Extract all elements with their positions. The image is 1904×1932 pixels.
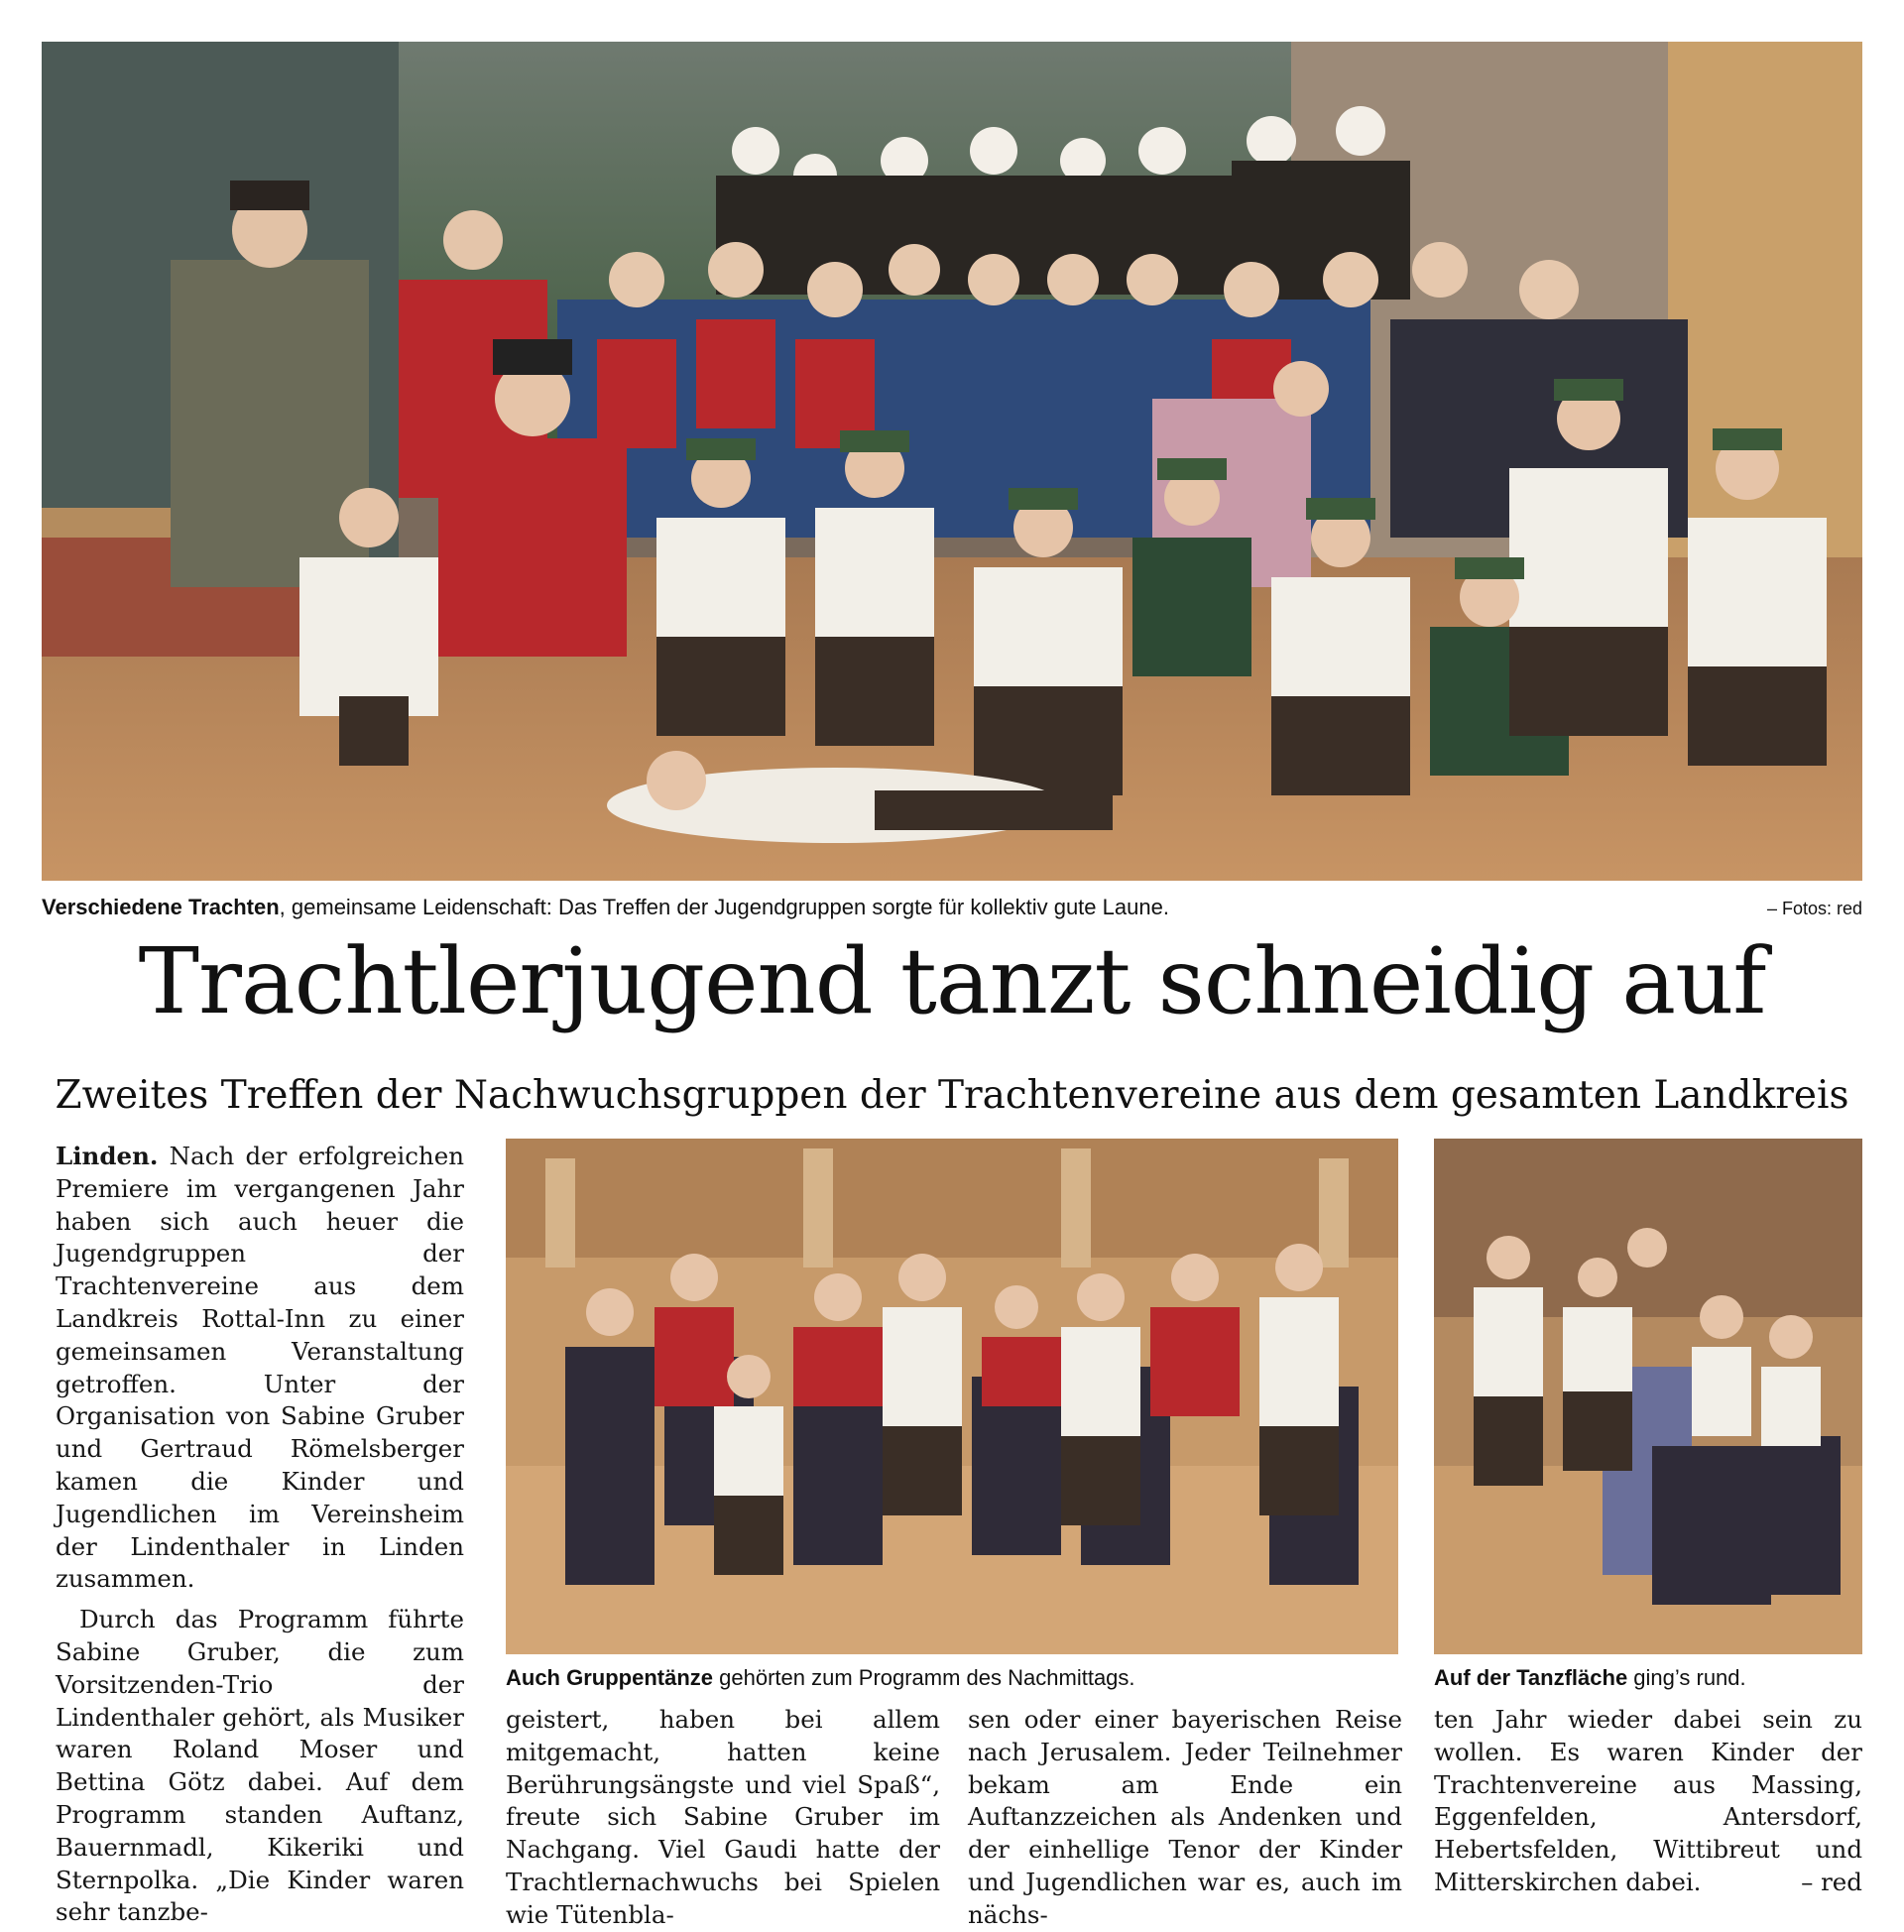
- headline: Trachtlerjugend tanzt schneidig auf: [138, 928, 1766, 1034]
- group-dance-photo-icon: [506, 1139, 1398, 1654]
- article-column-4-text: [1434, 1704, 1862, 1899]
- group-dance-caption-text: gehörten zum Programm des Nachmittags.: [713, 1665, 1135, 1690]
- main-photo-caption-text: , gemeinsame Leidenschaft: Das Treffen der Jugendgruppen sorgte für kollektiv gute Laune.: [279, 895, 1169, 919]
- article-column-3: [968, 1704, 1402, 1932]
- main-group-photo: [42, 42, 1862, 881]
- article-column-2: [506, 1704, 940, 1932]
- main-photo-caption-bold: Verschiedene Trachten: [42, 895, 280, 919]
- article-signature: – red: [1801, 1867, 1862, 1896]
- article-column-1: [56, 1141, 464, 1929]
- photo-credit: – Fotos: red: [1766, 899, 1862, 918]
- dance-floor-photo: [1434, 1139, 1862, 1654]
- dance-floor-caption: [1434, 1664, 1746, 1692]
- article-column-3-text: sen oder einer bayerischen Reise nach Jerusalem. Jeder Teilnehmer bekam am Ende ein Auftanzzeichen als Andenken und der einhellige Tenor der Kinder und Jugendlichen war es, auch im nächs-: [968, 1705, 1402, 1929]
- main-photo-caption: [42, 894, 1169, 921]
- article-column-4: [1434, 1704, 1862, 1899]
- dance-floor-caption-text: ging’s rund.: [1627, 1665, 1746, 1690]
- dance-floor-caption-bold: Auf der Tanzfläche: [1434, 1665, 1628, 1690]
- article-paragraph-1-text: Nach der erfolgreichen Premiere im vergangenen Jahr haben sich auch heuer die Jugendgruppen der Trachtenvereine aus dem Landkreis Rottal-Inn zu einer gemeinsamen Veranstaltung getroffen. Unter der Organisation von Sabine Gruber und Gertraud Römelsberger kamen die Kinder und Jugendlichen im Vereinsheim der Lindenthaler in Linden zusammen.: [56, 1142, 464, 1594]
- group-dance-caption-bold: Auch Gruppentänze: [506, 1665, 714, 1690]
- article-paragraph-2: Durch das Programm führte Sabine Gruber, die zum Vorsitzenden-Trio der Lindenthaler gehört, als Musiker waren Roland Moser und Bettina Götz dabei. Auf dem Programm standen Auftanz, Bauernmadl, Kikeriki und Sternpolka. „Die Kinder waren sehr tanzbe-: [56, 1605, 464, 1927]
- article-column-2-text: geistert, haben bei allem mitgemacht, hatten keine Berührungsängste und viel Spaß“, freute sich Sabine Gruber im Nachgang. Viel Gaudi hatte der Trachtlernachwuchs bei Spielen wie Tütenbla-: [506, 1705, 940, 1929]
- subheadline: Zweites Treffen der Nachwuchsgruppen der Trachtenvereine aus dem gesamten Landkreis: [55, 1073, 1849, 1118]
- article-dateline: Linden.: [56, 1142, 159, 1170]
- article-paragraph-1: [56, 1141, 464, 1596]
- dance-floor-photo-icon: [1434, 1139, 1862, 1654]
- group-photo-icon: [42, 42, 1862, 881]
- group-dance-photo: [506, 1139, 1398, 1654]
- article-column-4-body: ten Jahr wieder dabei sein zu wollen. Es waren Kinder der Trachtenvereine aus Massing, Eggenfelden, Antersdorf, Hebertsfelden, Wittibreut und Mitterskirchen dabei.: [1434, 1705, 1862, 1896]
- group-dance-caption: [506, 1664, 1135, 1692]
